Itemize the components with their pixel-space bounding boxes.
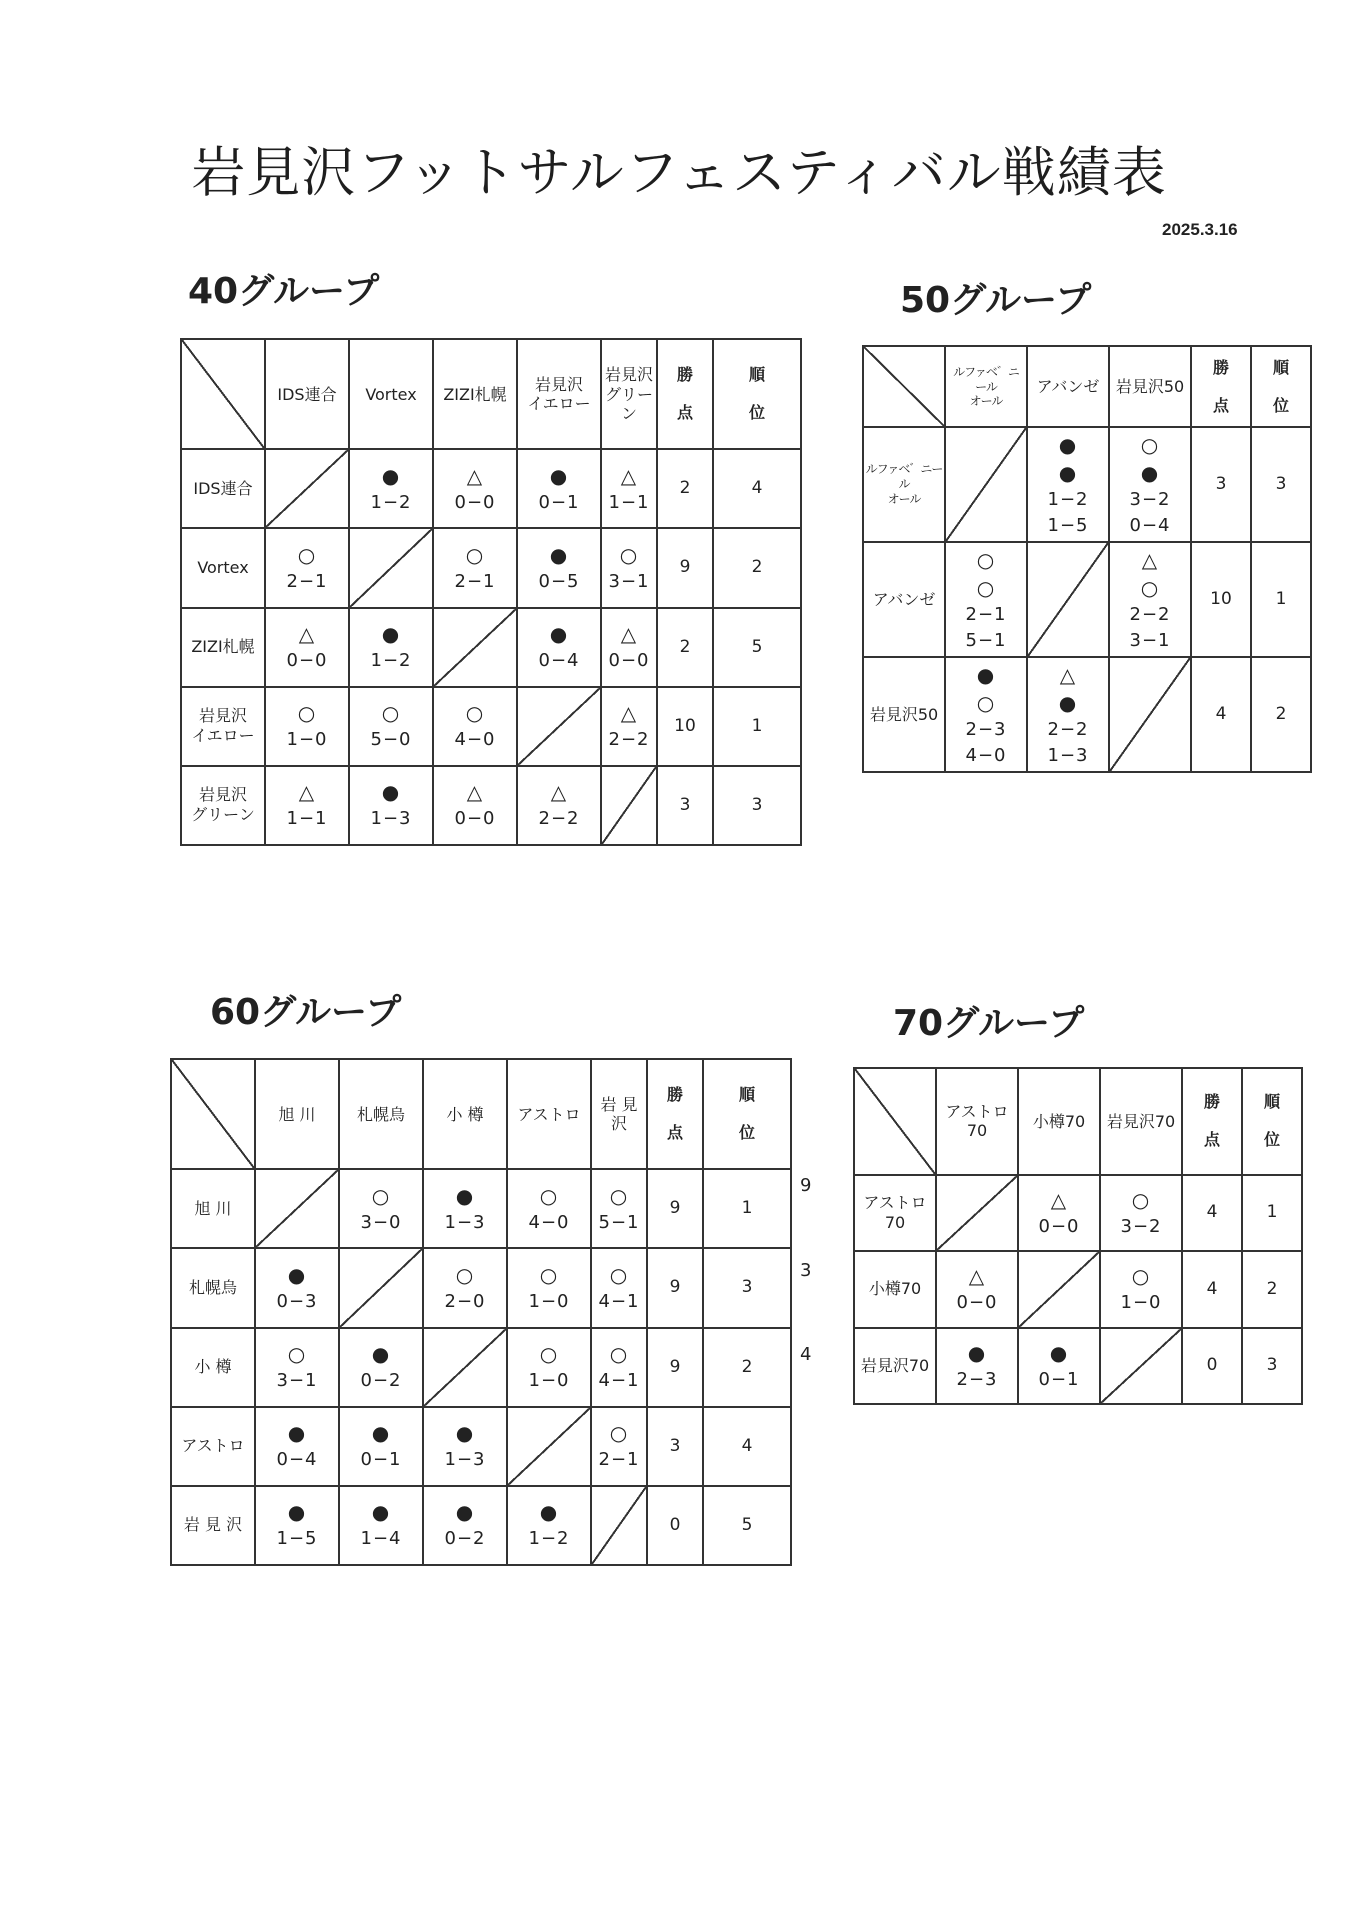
column-header <box>1100 1068 1182 1175</box>
result-symbol: ● <box>539 1500 559 1525</box>
table-row <box>171 1407 791 1486</box>
result-cell <box>349 766 433 845</box>
result-symbol: ○ <box>465 701 485 726</box>
result-cell <box>591 1169 647 1248</box>
row-header: 旭 川 <box>171 1169 255 1248</box>
diagonal-cell <box>945 427 1027 542</box>
result-cell <box>433 528 517 607</box>
group-70-table <box>853 1067 1303 1405</box>
row-header: 小樽70 <box>854 1251 936 1327</box>
diagonal-cell <box>1018 1251 1100 1327</box>
result-symbol: ● <box>1049 1340 1069 1365</box>
result-cell <box>1109 542 1191 657</box>
row-header: 岩見沢 イエロー <box>181 687 265 766</box>
result-cell <box>433 766 517 845</box>
rank-value: 3 <box>713 766 801 845</box>
result-cell <box>339 1486 423 1565</box>
result-cell <box>945 542 1027 657</box>
result-cell <box>349 687 433 766</box>
rank-value: 5 <box>713 608 801 687</box>
column-header-label: 岩見沢70 <box>1106 1111 1176 1131</box>
result-symbol: △ <box>620 701 638 726</box>
group-50-title: 50グループ <box>900 280 1092 321</box>
table-row <box>181 687 801 766</box>
column-header <box>1018 1068 1100 1175</box>
result-cell <box>255 1486 339 1565</box>
result-cell <box>591 1407 647 1486</box>
side-note: 4 <box>800 1344 812 1366</box>
result-score: 5−0 <box>370 729 412 751</box>
corner-cell <box>171 1059 255 1169</box>
row-header: 小 樽 <box>171 1328 255 1407</box>
points-value: 10 <box>657 687 713 766</box>
rank-value: 4 <box>703 1407 791 1486</box>
result-symbol: △ <box>466 780 484 805</box>
row-header: アストロ 70 <box>854 1175 936 1251</box>
result-score: 2−3 4−0 <box>965 718 1007 766</box>
points-value: 10 <box>1191 542 1251 657</box>
table-row <box>181 528 801 607</box>
result-score: 0−0 <box>956 1292 998 1314</box>
result-score: 0−0 <box>286 650 328 672</box>
result-cell <box>1109 427 1191 542</box>
result-score: 2−3 <box>956 1368 998 1390</box>
result-symbol: △ <box>466 463 484 488</box>
result-score: 1−1 <box>608 491 650 513</box>
result-symbol: △ <box>298 622 316 647</box>
result-cell <box>517 449 601 528</box>
rank-header: 順 位 <box>1251 346 1311 427</box>
result-score: 1−2 <box>370 650 412 672</box>
group40-grid <box>180 338 802 846</box>
column-header-label: 岩見沢 グリーン <box>604 365 653 423</box>
result-symbol: ● <box>455 1421 475 1446</box>
column-header <box>1109 346 1191 427</box>
column-header <box>265 339 349 449</box>
column-header <box>349 339 433 449</box>
result-symbol: ○ <box>619 542 639 567</box>
column-header <box>591 1059 647 1169</box>
result-score: 0−0 <box>454 808 496 830</box>
result-cell <box>507 1328 591 1407</box>
result-score: 2−1 <box>598 1449 640 1471</box>
result-symbol: ○ <box>297 542 317 567</box>
points-value: 2 <box>657 608 713 687</box>
result-symbol: ○ <box>609 1183 629 1208</box>
column-header <box>339 1059 423 1169</box>
result-score: 3−0 <box>360 1211 402 1233</box>
result-cell <box>601 687 657 766</box>
result-cell <box>339 1407 423 1486</box>
result-cell <box>1027 657 1109 772</box>
result-score: 1−2 <box>528 1528 570 1550</box>
column-header-label: 旭 川 <box>278 1104 316 1124</box>
result-cell <box>1100 1251 1182 1327</box>
result-score: 0−3 <box>276 1290 318 1312</box>
table-row <box>854 1251 1302 1327</box>
result-score: 0−2 <box>444 1528 486 1550</box>
result-symbol: ○ <box>465 542 485 567</box>
diagonal-cell <box>936 1175 1018 1251</box>
diagonal-cell <box>517 687 601 766</box>
rank-value: 5 <box>703 1486 791 1565</box>
page-title: 岩見沢フットサルフェスティバル戦績表 <box>191 141 1167 204</box>
rank-value: 2 <box>1251 657 1311 772</box>
result-cell <box>423 1248 507 1327</box>
table-row <box>863 542 1311 657</box>
result-score: 2−2 <box>608 729 650 751</box>
column-header-label: 札幌烏 <box>356 1104 405 1124</box>
group-50-table <box>862 345 1312 773</box>
date: 2025.3.16 <box>1162 220 1238 239</box>
column-header <box>1027 346 1109 427</box>
result-score: 3−2 0−4 <box>1129 488 1171 536</box>
result-score: 1−0 <box>528 1370 570 1392</box>
result-score: 0−4 <box>538 650 580 672</box>
result-score: 2−2 <box>538 808 580 830</box>
result-symbol: ● <box>287 1421 307 1446</box>
diagonal-cell <box>601 766 657 845</box>
result-cell <box>936 1251 1018 1327</box>
diagonal-cell <box>507 1407 591 1486</box>
result-score: 2−2 3−1 <box>1129 603 1171 651</box>
rank-value: 3 <box>703 1248 791 1327</box>
corner-cell <box>854 1068 936 1175</box>
points-value: 0 <box>1182 1328 1242 1405</box>
points-value: 3 <box>657 766 713 845</box>
result-symbol: ● ○ <box>976 662 996 715</box>
result-cell <box>265 766 349 845</box>
row-header: 岩見沢50 <box>863 657 945 772</box>
column-header-label: アストロ <box>517 1104 581 1124</box>
result-symbol: △ <box>550 780 568 805</box>
column-header-label: 小 樽 <box>446 1104 484 1124</box>
diagonal-cell <box>1100 1328 1182 1405</box>
diagonal-cell <box>255 1169 339 1248</box>
column-header-label: 岩見沢50 <box>1115 377 1185 397</box>
result-symbol: ○ ○ <box>976 547 996 600</box>
result-symbol: ○ <box>287 1342 307 1367</box>
result-cell <box>255 1407 339 1486</box>
result-symbol: ● <box>381 463 401 488</box>
result-score: 1−1 <box>286 808 328 830</box>
row-header: アストロ <box>171 1407 255 1486</box>
table-row <box>181 766 801 845</box>
column-header <box>601 339 657 449</box>
result-symbol: ● <box>371 1421 391 1446</box>
result-score: 1−2 <box>370 491 412 513</box>
result-cell <box>507 1486 591 1565</box>
result-score: 5−1 <box>598 1211 640 1233</box>
result-cell <box>423 1486 507 1565</box>
result-cell <box>1027 427 1109 542</box>
group-40-title: 40グループ <box>188 271 380 312</box>
column-header-label: 小樽70 <box>1032 1111 1086 1131</box>
row-header: ルファベ゛ニール オール <box>863 427 945 542</box>
result-score: 4−0 <box>454 729 496 751</box>
diagonal-cell <box>1027 542 1109 657</box>
result-symbol: ○ <box>539 1262 559 1287</box>
column-header <box>255 1059 339 1169</box>
result-cell <box>423 1407 507 1486</box>
result-symbol: ○ <box>609 1421 629 1446</box>
result-symbol: △ <box>298 780 316 805</box>
result-cell <box>507 1169 591 1248</box>
row-header: 岩見沢70 <box>854 1328 936 1405</box>
result-cell <box>433 687 517 766</box>
group-60-table <box>170 1058 792 1566</box>
table-row <box>171 1486 791 1565</box>
row-header: ZIZI札幌 <box>181 608 265 687</box>
result-score: 0−0 <box>1038 1215 1080 1237</box>
column-header-label: 岩 見 沢 <box>600 1094 638 1134</box>
row-header: アバンゼ <box>863 542 945 657</box>
column-header-label: 岩見沢 イエロー <box>527 374 591 414</box>
row-header: IDS連合 <box>181 449 265 528</box>
points-value: 3 <box>1191 427 1251 542</box>
result-score: 0−0 <box>454 491 496 513</box>
result-score: 1−4 <box>360 1528 402 1550</box>
table-row <box>171 1169 791 1248</box>
group-60-title: 60グループ <box>210 992 402 1033</box>
group-70-title: 70グループ <box>893 1003 1085 1044</box>
diagonal-cell <box>591 1486 647 1565</box>
column-header <box>517 339 601 449</box>
result-score: 2−2 1−3 <box>1047 718 1089 766</box>
diagonal-cell <box>433 608 517 687</box>
result-cell <box>1018 1175 1100 1251</box>
result-score: 4−1 <box>598 1290 640 1312</box>
result-cell <box>265 528 349 607</box>
result-symbol: ● <box>455 1500 475 1525</box>
result-cell <box>1100 1175 1182 1251</box>
column-header-label: アストロ 70 <box>945 1102 1009 1141</box>
result-cell <box>517 608 601 687</box>
result-score: 0−0 <box>608 650 650 672</box>
points-value: 4 <box>1182 1175 1242 1251</box>
result-cell <box>945 657 1027 772</box>
result-symbol: ● <box>549 542 569 567</box>
corner-cell <box>863 346 945 427</box>
result-symbol: ● <box>371 1500 391 1525</box>
column-header <box>936 1068 1018 1175</box>
result-score: 1−0 <box>1120 1292 1162 1314</box>
result-score: 2−1 5−1 <box>965 603 1007 651</box>
diagonal-cell <box>1109 657 1191 772</box>
result-score: 1−3 <box>370 808 412 830</box>
column-header-label: IDS連合 <box>277 384 337 404</box>
result-score: 1−0 <box>286 729 328 751</box>
result-symbol: ○ <box>455 1262 475 1287</box>
result-cell <box>349 608 433 687</box>
result-symbol: △ <box>968 1264 986 1289</box>
result-score: 1−3 <box>444 1211 486 1233</box>
result-symbol: ○ <box>539 1342 559 1367</box>
result-score: 2−1 <box>454 570 496 592</box>
rank-header: 順 位 <box>703 1059 791 1169</box>
diagonal-cell <box>349 528 433 607</box>
rank-value: 1 <box>1242 1175 1302 1251</box>
column-header-label: Vortex <box>365 384 417 404</box>
result-score: 0−2 <box>360 1370 402 1392</box>
result-symbol: ○ <box>1131 1187 1151 1212</box>
result-symbol: ● <box>287 1262 307 1287</box>
row-header: 岩見沢 グリーン <box>181 766 265 845</box>
result-score: 0−1 <box>360 1449 402 1471</box>
result-score: 0−4 <box>276 1449 318 1471</box>
result-score: 0−1 <box>538 491 580 513</box>
rank-value: 3 <box>1251 427 1311 542</box>
result-symbol: △ ● <box>1058 662 1078 715</box>
result-score: 3−1 <box>608 570 650 592</box>
column-header <box>433 339 517 449</box>
result-score: 1−3 <box>444 1449 486 1471</box>
points-value: 3 <box>647 1407 703 1486</box>
result-symbol: ● <box>967 1340 987 1365</box>
result-symbol: ○ <box>609 1262 629 1287</box>
points-value: 9 <box>657 528 713 607</box>
result-cell <box>936 1328 1018 1405</box>
points-value: 9 <box>647 1328 703 1407</box>
result-cell <box>433 449 517 528</box>
table-row <box>854 1328 1302 1405</box>
rank-value: 2 <box>703 1328 791 1407</box>
result-cell <box>265 608 349 687</box>
result-cell <box>591 1328 647 1407</box>
column-header-label: ルファベ゛ニール オール <box>953 365 1019 408</box>
result-score: 1−2 1−5 <box>1047 488 1089 536</box>
result-cell <box>601 528 657 607</box>
result-symbol: ○ <box>539 1183 559 1208</box>
points-header: 勝 点 <box>1182 1068 1242 1175</box>
result-cell <box>601 608 657 687</box>
points-value: 4 <box>1182 1251 1242 1327</box>
points-value: 2 <box>657 449 713 528</box>
result-cell <box>517 766 601 845</box>
result-score: 4−1 <box>598 1370 640 1392</box>
result-symbol: ● <box>287 1500 307 1525</box>
result-symbol: △ <box>620 622 638 647</box>
column-header <box>945 346 1027 427</box>
result-score: 2−0 <box>444 1290 486 1312</box>
points-value: 9 <box>647 1248 703 1327</box>
result-symbol: △ <box>1050 1187 1068 1212</box>
row-header: 岩 見 沢 <box>171 1486 255 1565</box>
result-score: 1−0 <box>528 1290 570 1312</box>
result-cell <box>339 1328 423 1407</box>
table-row <box>171 1248 791 1327</box>
column-header-label: アバンゼ <box>1036 377 1100 397</box>
diagonal-cell <box>265 449 349 528</box>
table-row <box>863 427 1311 542</box>
result-score: 2−1 <box>286 570 328 592</box>
result-symbol: ● <box>381 622 401 647</box>
rank-header: 順 位 <box>1242 1068 1302 1175</box>
rank-value: 4 <box>713 449 801 528</box>
result-symbol: ● <box>371 1342 391 1367</box>
group70-grid <box>853 1067 1303 1405</box>
result-cell <box>517 528 601 607</box>
table-row <box>181 449 801 528</box>
corner-cell <box>181 339 265 449</box>
result-symbol: ○ <box>1131 1264 1151 1289</box>
result-score: 0−5 <box>538 570 580 592</box>
group50-grid <box>862 345 1312 773</box>
result-cell <box>423 1169 507 1248</box>
points-header: 勝 点 <box>647 1059 703 1169</box>
result-symbol: ● <box>549 463 569 488</box>
result-symbol: ● <box>381 780 401 805</box>
group60-grid <box>170 1058 792 1566</box>
table-row <box>854 1175 1302 1251</box>
table-row <box>171 1328 791 1407</box>
points-value: 0 <box>647 1486 703 1565</box>
result-symbol: ○ <box>297 701 317 726</box>
result-symbol: ● ● <box>1058 432 1078 485</box>
result-symbol: ○ <box>381 701 401 726</box>
column-header <box>423 1059 507 1169</box>
rank-value: 2 <box>713 528 801 607</box>
row-header: 札幌烏 <box>171 1248 255 1327</box>
rank-value: 1 <box>713 687 801 766</box>
result-cell <box>339 1169 423 1248</box>
side-note: 9 <box>800 1174 812 1196</box>
result-symbol: ○ <box>371 1183 391 1208</box>
result-symbol: ○ ● <box>1140 432 1160 485</box>
result-symbol: ○ <box>609 1342 629 1367</box>
result-score: 4−0 <box>528 1211 570 1233</box>
rank-value: 1 <box>703 1169 791 1248</box>
column-header <box>507 1059 591 1169</box>
side-note: 3 <box>800 1259 812 1281</box>
result-symbol: ● <box>455 1183 475 1208</box>
rank-header: 順 位 <box>713 339 801 449</box>
table-row <box>181 608 801 687</box>
rank-value: 1 <box>1251 542 1311 657</box>
points-header: 勝 点 <box>657 339 713 449</box>
column-header-label: ZIZI札幌 <box>443 384 507 404</box>
diagonal-cell <box>339 1248 423 1327</box>
result-cell <box>265 687 349 766</box>
result-cell <box>601 449 657 528</box>
points-value: 4 <box>1191 657 1251 772</box>
result-cell <box>591 1248 647 1327</box>
points-header: 勝 点 <box>1191 346 1251 427</box>
rank-value: 2 <box>1242 1251 1302 1327</box>
result-cell <box>507 1248 591 1327</box>
group-40-table <box>180 338 802 846</box>
row-header: Vortex <box>181 528 265 607</box>
result-score: 3−1 <box>276 1370 318 1392</box>
result-score: 3−2 <box>1120 1215 1162 1237</box>
table-row <box>863 657 1311 772</box>
result-score: 1−5 <box>276 1528 318 1550</box>
result-cell <box>349 449 433 528</box>
result-score: 0−1 <box>1038 1368 1080 1390</box>
result-symbol: △ ○ <box>1140 547 1160 600</box>
rank-value: 3 <box>1242 1328 1302 1405</box>
result-symbol: ● <box>549 622 569 647</box>
result-cell <box>255 1328 339 1407</box>
result-cell <box>1018 1328 1100 1405</box>
result-symbol: △ <box>620 463 638 488</box>
result-cell <box>255 1248 339 1327</box>
points-value: 9 <box>647 1169 703 1248</box>
diagonal-cell <box>423 1328 507 1407</box>
